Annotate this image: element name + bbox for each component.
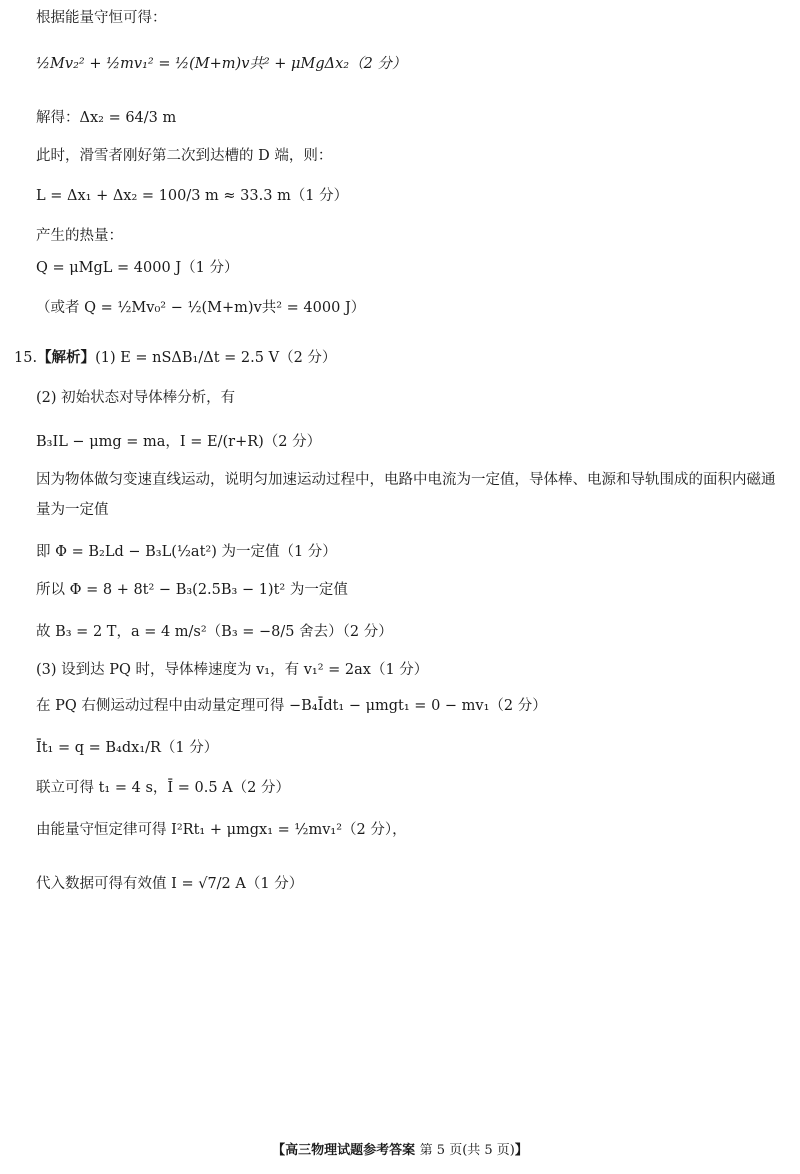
- equation-flux-1: 即 Φ = B₂Ld − B₃L(½at²) 为一定值（1 分）: [36, 544, 337, 560]
- footer-end: 】: [514, 1143, 528, 1158]
- equation-length: L = Δx₁ + Δx₂ = 100/3 m ≈ 33.3 m（1 分）: [36, 188, 349, 204]
- question-number: 15.: [14, 350, 38, 366]
- equation-emf: (1) E = nSΔB₁/Δt = 2.5 V（2 分）: [95, 350, 337, 366]
- equation-heat-alt: （或者 Q = ½Mv₀² − ½(M+m)v共² = 4000 J）: [36, 300, 366, 316]
- equation-energy-2: 由能量守恒定律可得 I²Rt₁ + μmgx₁ = ½mv₁²（2 分），: [36, 822, 407, 838]
- text-paragraph-flux: 因为物体做匀变速直线运动，说明匀加速运动过程中，电路中电流为一定值，导体棒、电源和导轨围成的面积内磁通量为一定值: [36, 472, 776, 518]
- text-line-1: 根据能量守恒可得：: [36, 10, 167, 26]
- equation-momentum: 在 PQ 右侧运动过程中由动量定理可得 −B₄Īdt₁ − μmgt₁ = 0 − mv₁（2 分）: [36, 698, 547, 714]
- text-line-part2: (2) 初始状态对导体棒分析，有: [36, 390, 236, 406]
- equation-newton: B₃IL − μmg = ma，I = E/(r+R)（2 分）: [36, 434, 322, 450]
- equation-t1: 联立可得 t₁ = 4 s，Ī = 0.5 A（2 分）: [36, 780, 290, 796]
- equation-energy-conservation: ½Mv₂² + ½mv₁² = ½(M+m)v共² + μMgΔx₂（2 分）: [36, 56, 407, 72]
- text-line-second-arrival: 此时，滑雪者刚好第二次到达槽的 D 端，则：: [36, 148, 333, 164]
- equation-charge: Īt₁ = q = B₄dx₁/R（1 分）: [36, 740, 219, 756]
- analysis-tag: 【解析】: [37, 349, 96, 366]
- page-footer: [0, 1139, 800, 1158]
- footer-page-number: 第 5 页(共 5 页): [419, 1143, 515, 1158]
- equation-effective-current: 代入数据可得有效值 I = √7/2 A（1 分）: [36, 876, 304, 892]
- equation-flux-2: 所以 Φ = 8 + 8t² − B₃(2.5B₃ − 1)t² 为一定值: [36, 582, 348, 598]
- text-line-part3: (3) 设到达 PQ 时，导体棒速度为 v₁，有 v₁² = 2ax（1 分）: [36, 662, 429, 678]
- text-line-solve-dx2: 解得：Δx₂ = 64/3 m: [36, 110, 177, 126]
- equation-b3: 故 B₃ = 2 T，a = 4 m/s²（B₃ = −8/5 舍去）（2 分）: [36, 624, 393, 640]
- text-line-heat: 产生的热量：: [36, 228, 123, 244]
- footer-title: 【高三物理试题参考答案: [272, 1143, 416, 1158]
- question-15-header: [14, 348, 780, 368]
- equation-heat: Q = μMgL = 4000 J（1 分）: [36, 260, 239, 276]
